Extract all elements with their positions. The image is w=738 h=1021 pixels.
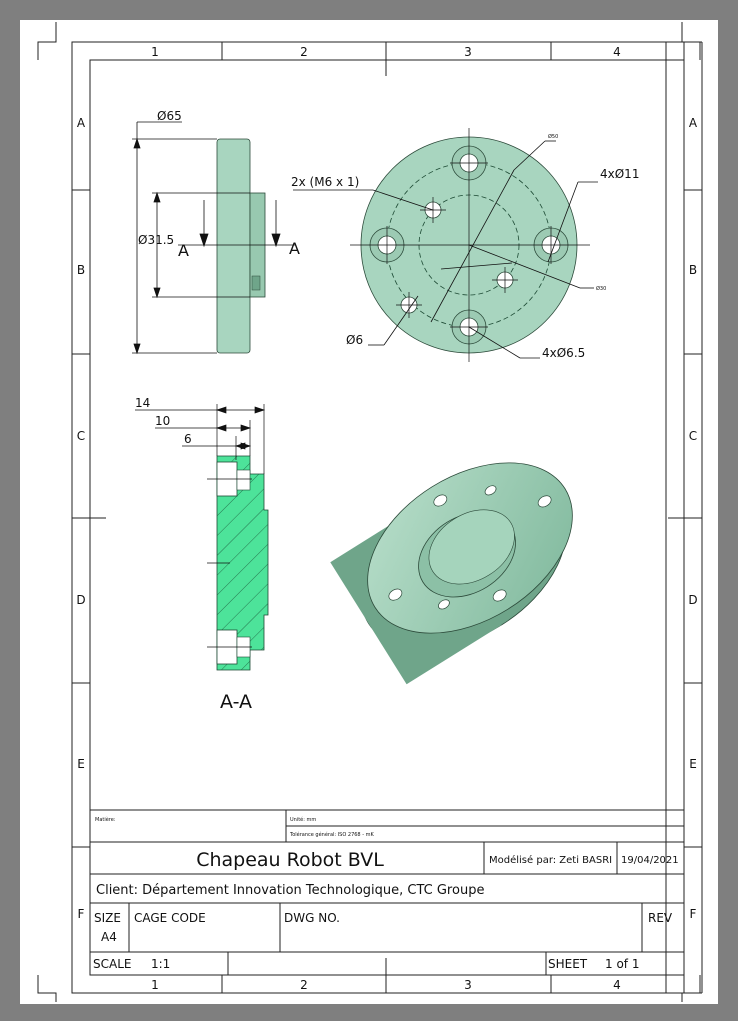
col-label-4-top: 4	[613, 45, 621, 59]
section-label: A-A	[219, 691, 253, 713]
section-marker-right: A	[289, 239, 300, 258]
row-label-c-left: C	[76, 429, 86, 443]
unit-label: Unité: mm	[290, 817, 317, 823]
sheet-label: SHEET	[548, 957, 588, 971]
row-label-f-left: F	[77, 907, 85, 921]
row-label-d-left: D	[76, 593, 86, 607]
row-label-b-right: B	[688, 263, 698, 277]
row-label-e-left: E	[77, 757, 85, 771]
size-value: A4	[101, 930, 117, 944]
dim-inner-diameter: Ø31.5	[138, 233, 175, 247]
callout-large-holes: 4xØ11	[600, 167, 640, 181]
section-marker-left: A	[178, 241, 189, 260]
col-label-2-bottom: 2	[300, 978, 308, 992]
callout-small-holes: 4xØ6.5	[542, 346, 586, 360]
row-label-a-left: A	[76, 116, 86, 130]
sheet-value: 1 of 1	[605, 957, 640, 971]
drawing-date: 19/04/2021	[621, 855, 679, 866]
row-label-a-right: A	[688, 116, 698, 130]
col-label-3-bottom: 3	[464, 978, 472, 992]
cage-code-label: CAGE CODE	[134, 911, 206, 925]
callout-thread: 2x (M6 x 1)	[291, 175, 360, 189]
dwg-no-label: DWG NO.	[284, 911, 340, 925]
drawing-title: Chapeau Robot BVL	[196, 849, 384, 871]
col-label-3-top: 3	[464, 45, 472, 59]
row-label-f-right: F	[689, 907, 697, 921]
rev-label: REV	[648, 911, 673, 925]
col-label-2-top: 2	[300, 45, 308, 59]
dim-bolt-circle-inner: Ø30	[596, 286, 607, 292]
col-label-4-bottom: 4	[613, 978, 621, 992]
dim-outer-diameter: Ø65	[157, 109, 182, 123]
scale-value: 1:1	[151, 957, 171, 971]
col-label-1-top: 1	[151, 45, 159, 59]
modeled-by: Modélisé par: Zeti BASRI	[489, 855, 613, 866]
scale-label: SCALE	[93, 957, 132, 971]
dim-small-width: 6	[184, 432, 192, 446]
tolerance-label: Tolérance général: ISO 2768 - mK	[290, 832, 374, 838]
material-label: Matière:	[95, 817, 116, 823]
row-label-e-right: E	[689, 757, 697, 771]
dim-mid-width: 10	[155, 414, 171, 428]
row-label-b-left: B	[76, 263, 86, 277]
col-label-1-bottom: 1	[151, 978, 159, 992]
size-label: SIZE	[94, 911, 121, 925]
row-label-c-right: C	[688, 429, 698, 443]
client-line: Client: Département Innovation Technologique, CTC Groupe	[96, 883, 485, 898]
row-label-d-right: D	[688, 593, 698, 607]
dim-total-width: 14	[135, 396, 151, 410]
dim-bolt-circle-outer: Ø50	[548, 134, 559, 140]
callout-pin-hole: Ø6	[346, 333, 364, 347]
